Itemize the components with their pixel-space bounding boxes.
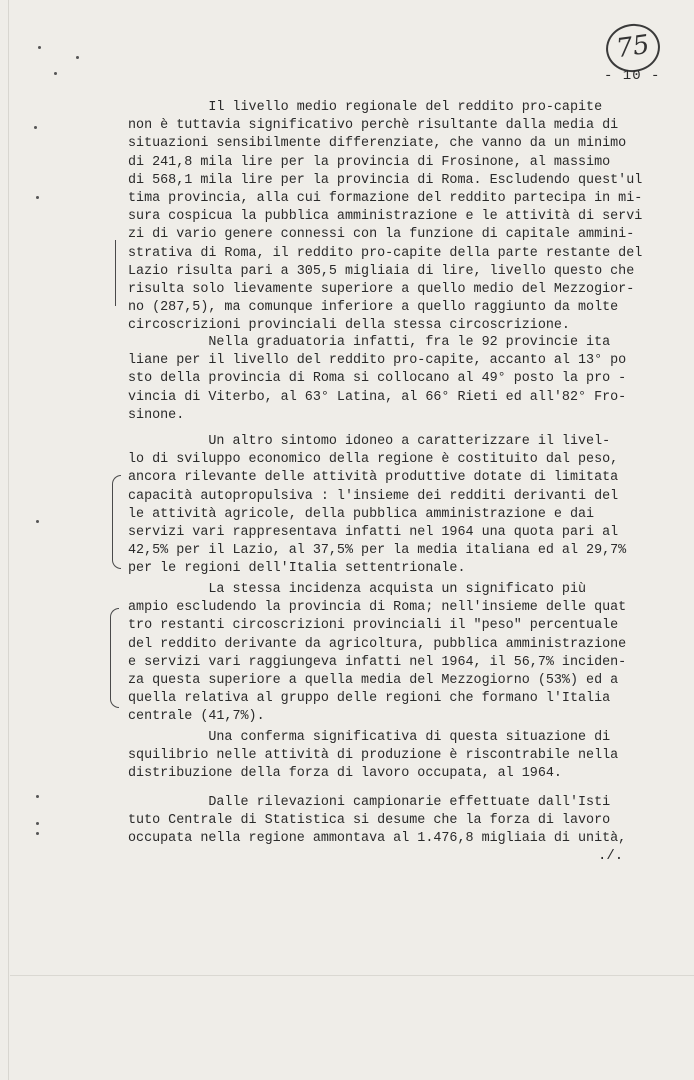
margin-dot	[36, 822, 39, 825]
paragraph-2: Nella graduatoria infatti, fra le 92 provincie ita liane per il livello del reddito pro-capite, accanto al 13° po sto della provincia di Roma si collocano al 49° posto la pro - vincia di Viterbo, al 63° Latina, al 66° Rieti ed all'82° Fro- sinone.	[128, 335, 627, 423]
margin-dot	[38, 46, 41, 49]
paragraph-1: Il livello medio regionale del reddito pro-capite non è tuttavia significativo perchè risultante dalla media di situazioni sensibilmente differenziate, che vanno da un minimo di 241,8 mila lire per la provincia di Frosinone, al massimo di 568,1 mila lire per la provincia di Roma. Escludendo quest'ul tima provincia, alla cui formazione del reddito partecipa in mi- sura cospicua la pubblica amministrazione e le attività di servi zi di vario genere connessi con la funzione di capitale ammini- strativa di Roma, il reddito pro-capite della parte restante del Lazio risulta pari a 305,5 migliaia di lire, livello questo che risulta solo lievamente superiore a quello medio del Mezzogior- no (287,5), ma comunque inferiore a quello raggiunto da molte circoscrizioni provinciali della stessa circoscrizione.	[128, 100, 643, 334]
margin-bracket	[110, 608, 119, 708]
paragraph-3: Un altro sintomo idoneo a caratterizzare il livel- lo di sviluppo economico della regione è costituito dal peso, ancora rilevante delle attività produttive dotate di limitata capacità autopropulsiva : l'insieme dei redditi derivanti del le attività agricole, della pubblica amministrazione e dai servizi vari rappresentava infatti nel 1964 una quota pari al 42,5% per il Lazio, al 37,5% per la media italiana ed al 29,7% per le regioni dell'Italia settentrionale.	[128, 434, 627, 577]
scan-fold-line	[10, 975, 694, 976]
margin-dot	[54, 72, 57, 75]
page-number: - 10 -	[604, 68, 661, 84]
margin-bracket	[112, 475, 121, 569]
scan-edge-line	[8, 0, 9, 1080]
margin-dot	[36, 832, 39, 835]
margin-dot	[36, 795, 39, 798]
paragraph-4: La stessa incidenza acquista un significato più ampio escludendo la provincia di Roma; nell'insieme delle quat tro restanti circoscrizioni provinciali il "peso" percentuale del reddito derivante da agricoltura, pubblica amministrazione e servizi vari raggiungeva infatti nel 1964, il 56,7% inciden- za questa superiore a quella media del Mezzogiorno (53%) ed a quella relativa al gruppo delle regioni che formano l'Italia centrale (41,7%).	[128, 582, 627, 725]
paragraph-5: Una conferma significativa di questa situazione di squilibrio nelle attività di produzione è riscontrabile nella distribuzione della forza di lavoro occupata, al 1964.	[128, 730, 619, 782]
margin-bracket	[115, 240, 116, 306]
paragraph-6: Dalle rilevazioni campionarie effettuate dall'Isti tuto Centrale di Statistica si desume che la forza di lavoro occupata nella regione ammontava al 1.476,8 migliaia di unità,	[128, 795, 627, 847]
margin-dot	[36, 196, 39, 199]
margin-dot	[76, 56, 79, 59]
margin-dot	[36, 520, 39, 523]
margin-dot	[34, 126, 37, 129]
continuation-mark: ./.	[598, 848, 624, 864]
handwritten-page-stamp: 75	[603, 20, 663, 75]
